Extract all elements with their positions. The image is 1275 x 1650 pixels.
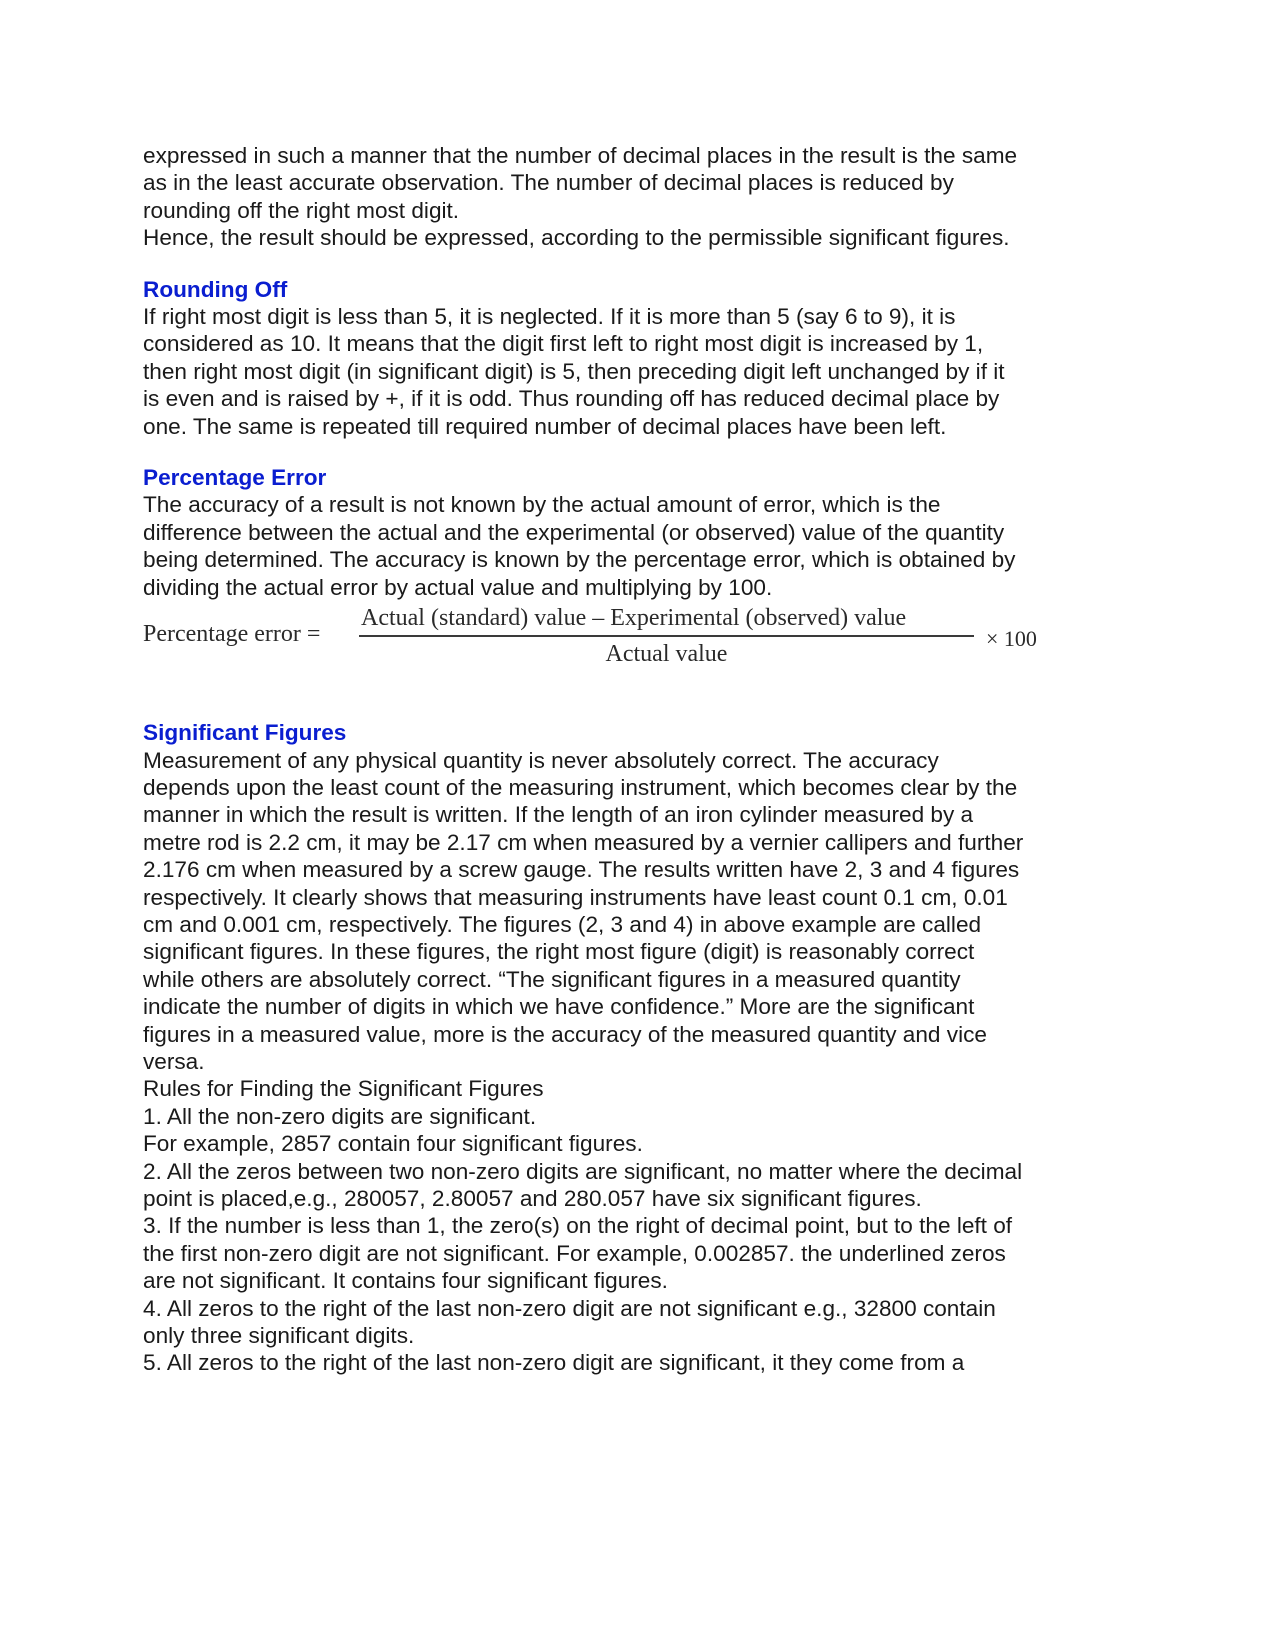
rule-5: 5. All zeros to the right of the last non-zero digit are significant, it they come from a xyxy=(143,1350,965,1376)
section-heading-rounding-off: Rounding Off xyxy=(143,276,288,302)
text-line: one. The same is repeated till required number of decimal places have been left. xyxy=(143,413,947,439)
rule-3-continued: are not significant. It contains four significant figures. xyxy=(143,1268,668,1294)
formula-lhs: Percentage error = xyxy=(143,621,321,648)
text-line: Measurement of any physical quantity is never absolutely correct. The accuracy xyxy=(143,747,939,773)
rule-3: 3. If the number is less than 1, the zero(s) on the right of decimal point, but to the left of xyxy=(143,1213,1013,1239)
rule-4-continued: only three significant digits. xyxy=(143,1323,415,1349)
text-line: as in the least accurate observation. The number of decimal places is reduced by xyxy=(143,170,954,196)
text-line: depends upon the least count of the measuring instrument, which becomes clear by the xyxy=(143,774,1018,800)
formula-numerator: Actual (standard) value – Experimental (observed) value xyxy=(361,605,907,632)
text-line: indicate the number of digits in which we have confidence.” More are the significant xyxy=(143,994,975,1020)
text-line: figures in a measured value, more is the accuracy of the measured quantity and vice xyxy=(143,1021,987,1047)
text-line: is even and is raised by +, if it is odd. Thus rounding off has reduced decimal place by xyxy=(143,386,1000,412)
percentage-error-section xyxy=(143,464,1083,601)
text-line: manner in which the result is written. If the length of an iron cylinder measured by a xyxy=(143,802,974,828)
text-line: If right most digit is less than 5, it is neglected. If it is more than 5 (say 6 to 9), it is xyxy=(143,304,956,330)
section-heading-percentage-error: Percentage Error xyxy=(143,465,327,491)
formula-fraction xyxy=(359,603,974,668)
fraction-bar xyxy=(359,635,974,637)
rule-3-continued: the first non-zero digit are not significant. For example, 0.002857. the underlined zeros xyxy=(143,1240,1006,1266)
rounding-off-section xyxy=(143,276,1083,440)
formula-multiplier: × 100 xyxy=(986,626,1037,652)
text-line: 2.176 cm when measured by a screw gauge. The results written have 2, 3 and 4 figures xyxy=(143,857,1020,883)
formula-denominator: Actual value xyxy=(605,640,728,667)
rule-2-continued: point is placed,e.g., 280057, 2.80057 and 280.057 have six significant figures. xyxy=(143,1186,922,1211)
text-line: Hence, the result should be expressed, according to the permissible significant figures. xyxy=(143,225,1010,251)
rule-4: 4. All zeros to the right of the last non-zero digit are not significant e.g., 32800 contain xyxy=(143,1295,996,1321)
rule-1: 1. All the non-zero digits are significant. xyxy=(143,1103,537,1129)
document-page xyxy=(143,142,1083,1377)
rule-2: 2. All the zeros between two non-zero digits are significant, no matter where the decimal xyxy=(143,1158,1023,1184)
text-line: respectively. It clearly shows that measuring instruments have least count 0.1 cm, 0.01 xyxy=(143,884,1008,910)
text-line: difference between the actual and the experimental (or observed) value of the quantity xyxy=(143,519,1005,545)
text-line: being determined. The accuracy is known by the percentage error, which is obtained by xyxy=(143,547,1016,573)
text-line: then right most digit (in significant digit) is 5, then preceding digit left unchanged by if it xyxy=(143,358,1005,384)
rule-1-example: For example, 2857 contain four significant figures. xyxy=(143,1131,643,1157)
section-heading-significant-figures: Significant Figures xyxy=(143,720,347,746)
rules-subheading: Rules for Finding the Significant Figures xyxy=(143,1076,544,1102)
text-line: rounding off the right most digit. xyxy=(143,197,460,223)
significant-figures-section xyxy=(143,719,1083,1377)
percentage-error-formula xyxy=(143,601,1083,719)
text-line: metre rod is 2.2 cm, it may be 2.17 cm when measured by a vernier callipers and further xyxy=(143,829,1024,855)
intro-paragraph xyxy=(143,142,1083,252)
text-line: The accuracy of a result is not known by the actual amount of error, which is the xyxy=(143,492,941,518)
text-line: cm and 0.001 cm, respectively. The figures (2, 3 and 4) in above example are called xyxy=(143,911,982,937)
text-line: versa. xyxy=(143,1048,205,1074)
text-line: expressed in such a manner that the number of decimal places in the result is the same xyxy=(143,143,1018,168)
text-line: dividing the actual error by actual value and multiplying by 100. xyxy=(143,574,773,600)
text-line: significant figures. In these figures, the right most figure (digit) is reasonably correct xyxy=(143,939,975,965)
text-line: while others are absolutely correct. “The significant figures in a measured quantity xyxy=(143,966,961,992)
text-line: considered as 10. It means that the digit first left to right most digit is increased by 1, xyxy=(143,331,984,357)
